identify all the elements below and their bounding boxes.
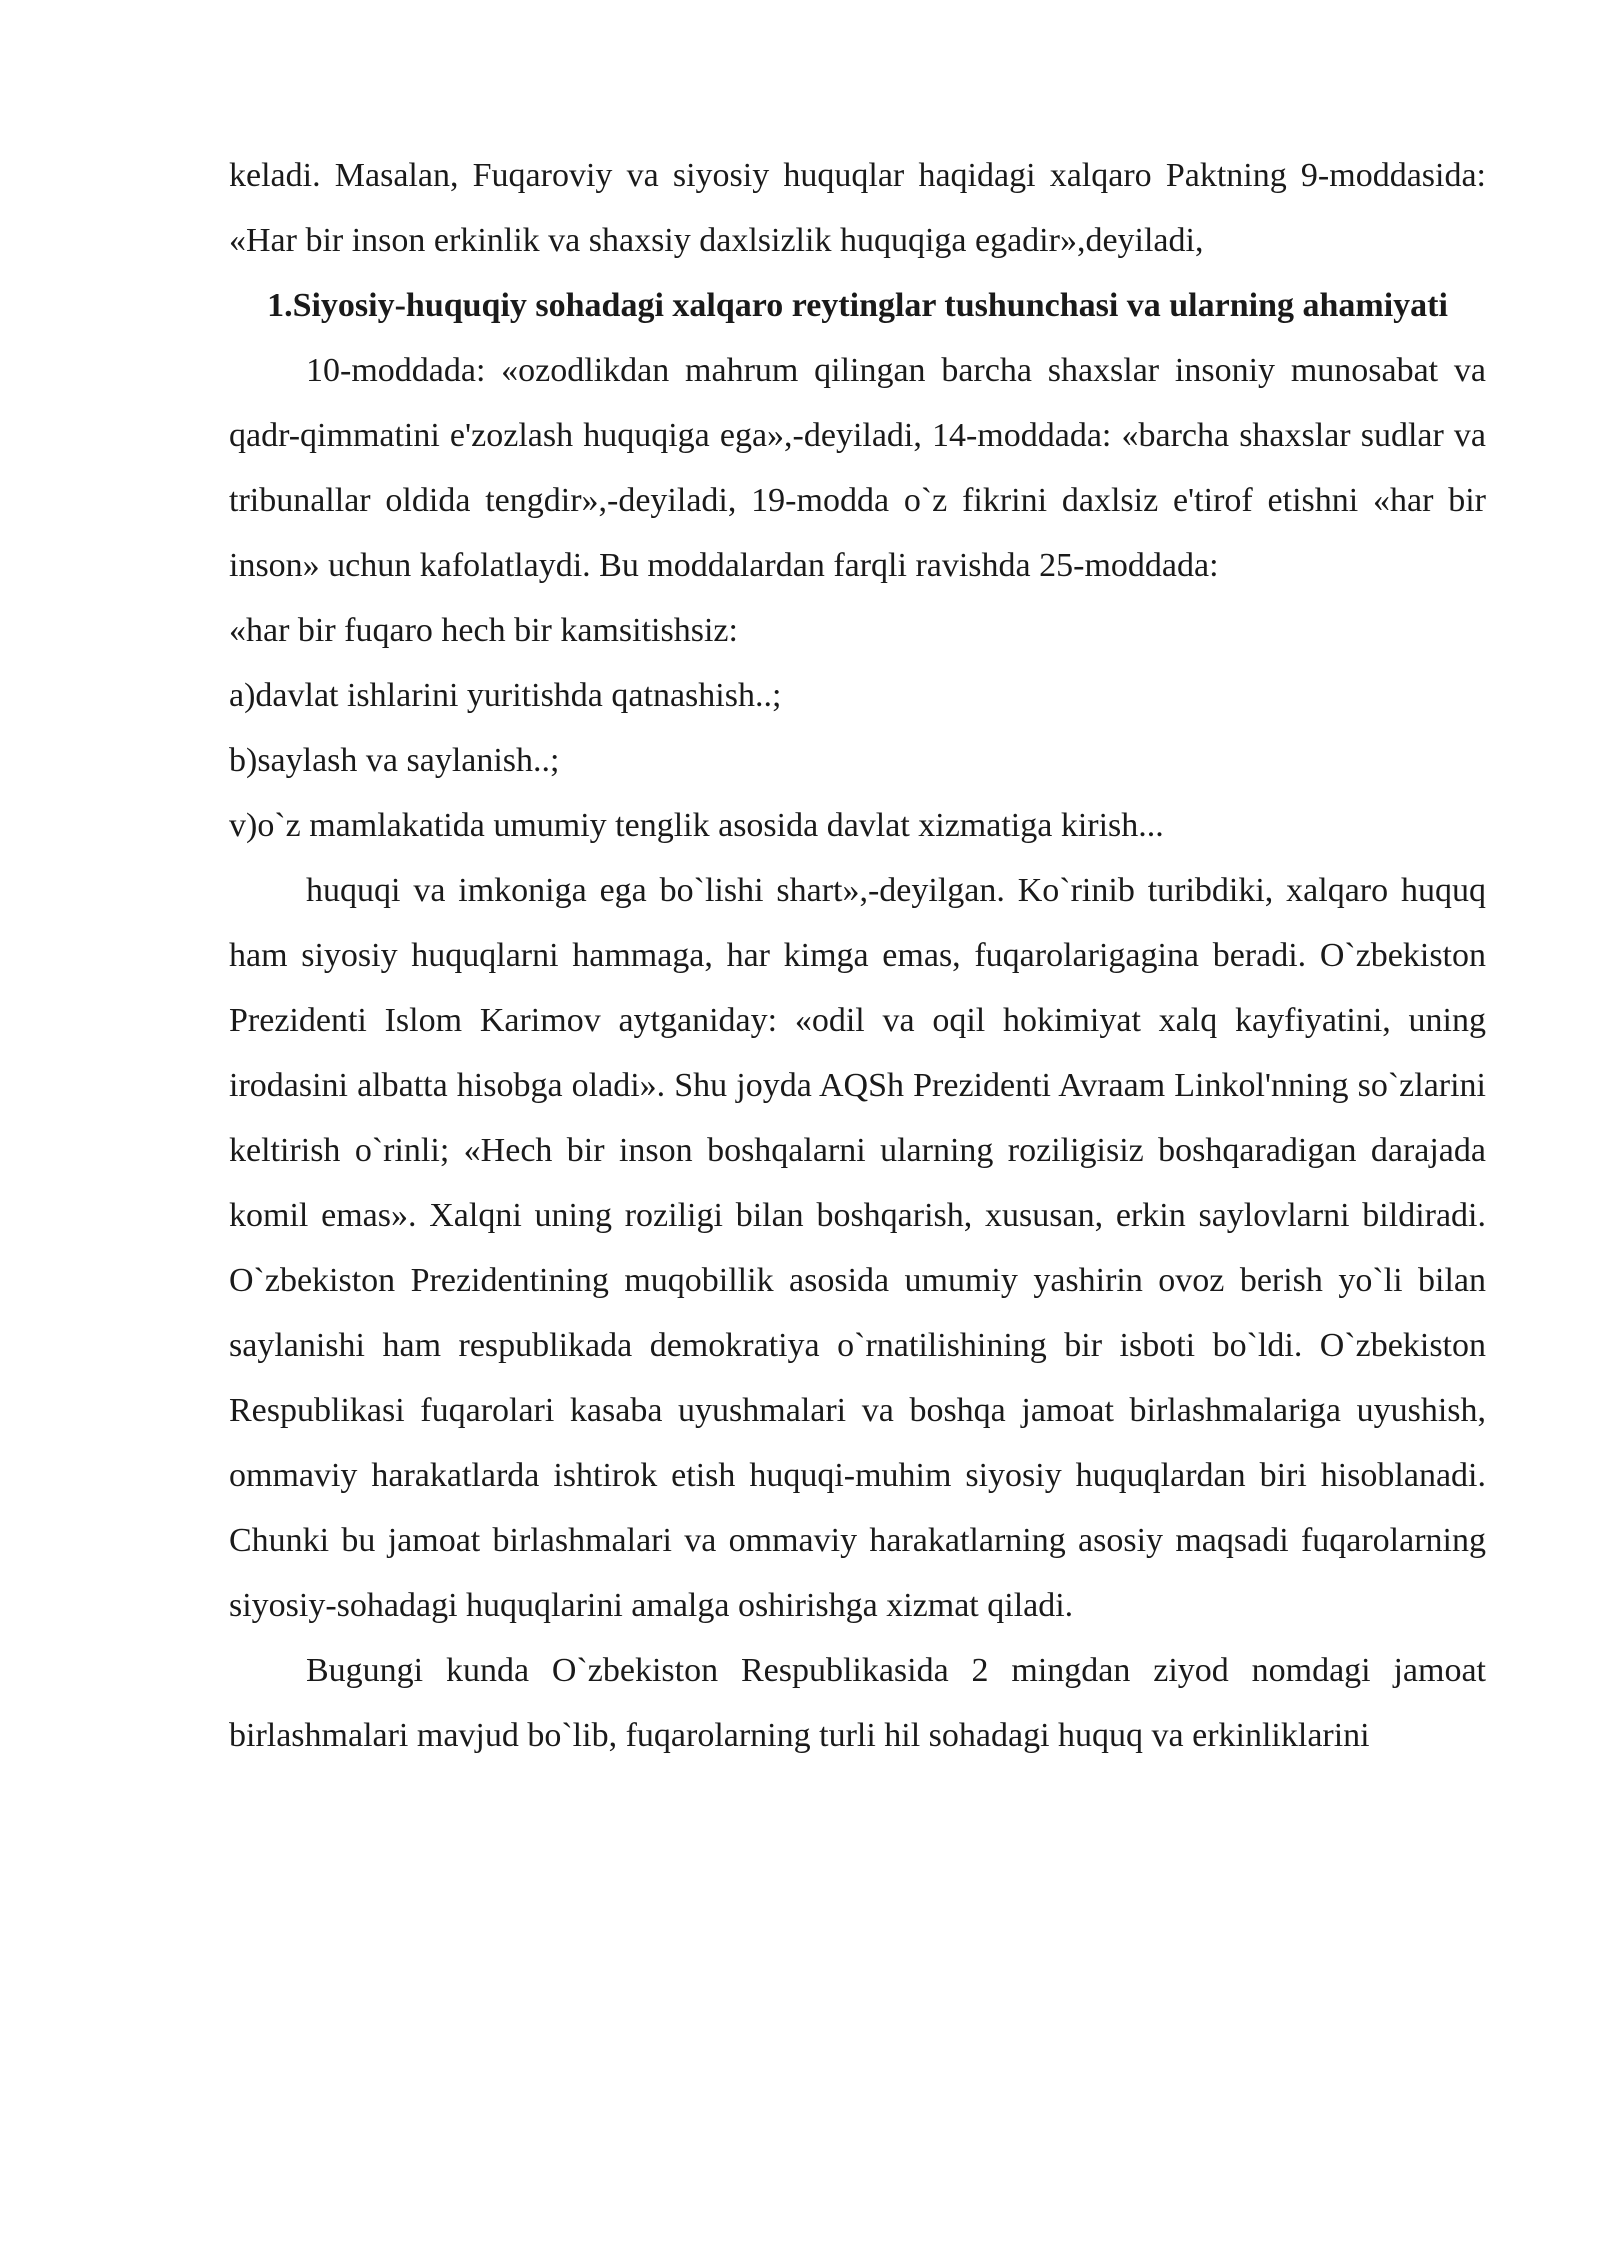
document-body — [229, 143, 1486, 1768]
paragraph-associations: Bugungi kunda O`zbekiston Respublikasida 2 mingdan ziyod nomdagi jamoat birlashmalari mavjud bo`lib, fuqarolarning turli hil sohadagi huquq va erkinliklarini — [229, 1652, 1486, 1754]
paragraph-rights: huquqi va imkoniga ega bo`lishi shart»,-deyilgan. Ko`rinib turibdiki, xalqaro huquq ham siyosiy huquqlarni hammaga, har kimga emas, fuqarolarigagina beradi. O`zbekiston Prezidenti Islom Karimov aytganiday: «odil va oqil hokimiyat xalq kayfiyatini, uning irodasini albatta hisobga oladi». Shu joyda AQSh Prezidenti Avraam Linkol'nning so`zlarini keltirish o`rinli; «Hech bir inson boshqalarni ularning roziligisiz boshqaradigan darajada komil emas». Xalqni uning roziligi bilan boshqarish, xususan, erkin saylovlarni bildiradi. O`zbekiston Prezidentining muqobillik asosida umumiy yashirin ovoz berish yo`li bilan saylanishi ham respublikada demokratiya o`rnatilishining bir isboti bo`ldi. O`zbekiston Respublikasi fuqarolari kasaba uyushmalari va boshqa jamoat birlashmalariga uyushish, ommaviy harakatlarda ishtirok etish huquqi-muhim siyosiy huquqlardan biri hisoblanadi. Chunki bu jamoat birlashmalari va ommaviy harakatlarning asosiy maqsadi fuqarolarning siyosiy-sohadagi huquqlarini amalga oshirishga xizmat qiladi. — [229, 872, 1486, 1624]
list-item-a: a)davlat ishlarini yuritishda qatnashish..; — [229, 677, 782, 714]
paragraph-articles: 10-moddada: «ozodlikdan mahrum qilingan barcha shaxslar insoniy munosabat va qadr-qimmatini e'zozlash huquqiga ega»,-deyiladi, 14-moddada: «barcha shaxslar sudlar va tribunallar oldida tengdir»,-deyiladi, 19-modda o`z fikrini daxlsiz e'tirof etishni «har bir inson» uchun kafolatlaydi. Bu moddalardan farqli ravishda 25-moddada: — [229, 352, 1486, 584]
list-item-b: b)saylash va saylanish..; — [229, 742, 560, 779]
paragraph-intro: keladi. Masalan, Fuqaroviy va siyosiy huquqlar haqidagi xalqaro Paktning 9-moddasida: «Har bir inson erkinlik va shaxsiy daxlsizlik huquqiga egadir»,deyiladi, — [229, 157, 1486, 259]
list-item-intro: «har bir fuqaro hech bir kamsitishsiz: — [229, 612, 738, 649]
section-heading: 1.Siyosiy-huquqiy sohadagi xalqaro reytinglar tushunchasi va ularning ahamiyati — [267, 287, 1448, 324]
list-item-v: v)o`z mamlakatida umumiy tenglik asosida davlat xizmatiga kirish... — [229, 807, 1164, 844]
